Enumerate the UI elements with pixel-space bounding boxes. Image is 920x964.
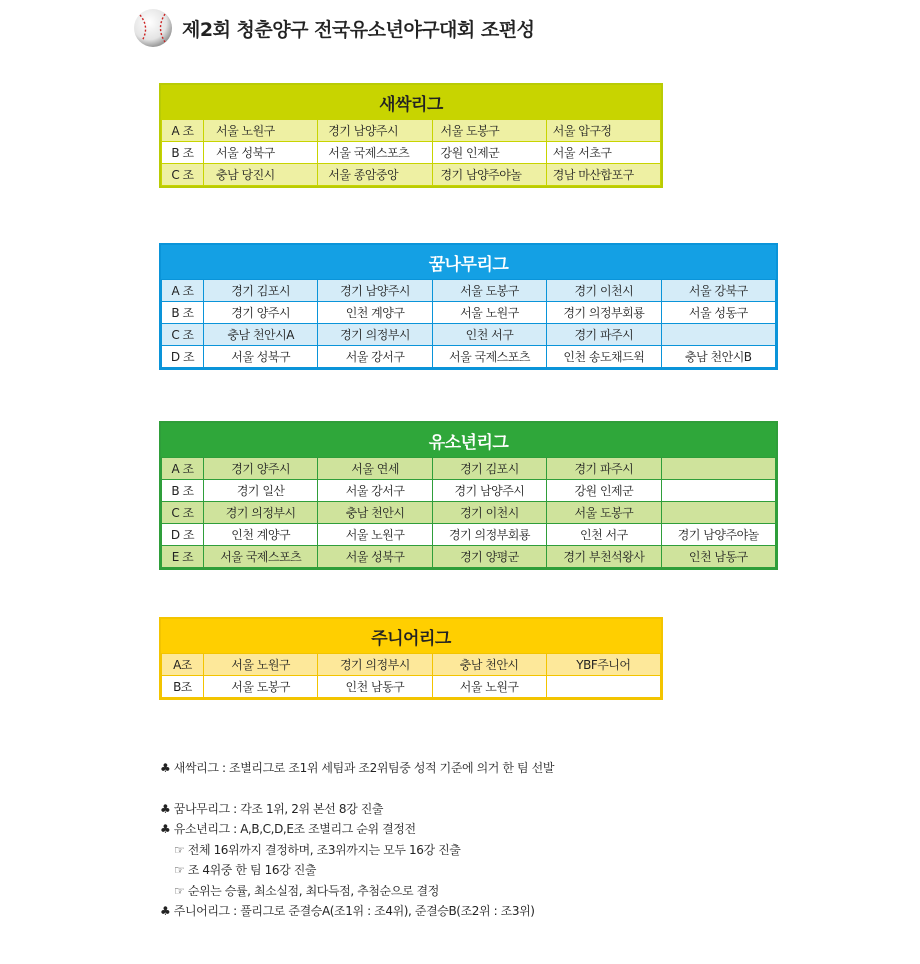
note-line: ♣ 새싹리그 : 조별리그로 조1위 세팀과 조2위팀중 성적 기준에 의거 한 팀 선발 (160, 761, 555, 775)
team-cell: 인천 계양구 (204, 524, 318, 546)
team-cell: YBF주니어 (546, 654, 660, 676)
team-cell: 경기 남양주시 (318, 280, 432, 302)
team-cell: 서울 강서구 (318, 480, 432, 502)
team-cell: 경기 파주시 (547, 458, 661, 480)
team-cell: 서울 국제스포츠 (318, 142, 432, 164)
league-dream (159, 243, 778, 370)
table-row (162, 346, 776, 368)
team-cell: 인천 남동구 (661, 546, 775, 568)
team-cell: 경기 이천시 (547, 280, 661, 302)
group-table (161, 457, 776, 568)
team-cell: 경기 김포시 (204, 280, 318, 302)
team-cell: 경기 의정부시 (318, 654, 432, 676)
team-cell: 경기 의정부시 (204, 502, 318, 524)
team-cell: 충남 천안시 (318, 502, 432, 524)
group-label: A 조 (162, 120, 204, 142)
team-cell: 경기 일산 (204, 480, 318, 502)
group-label: A 조 (162, 280, 204, 302)
team-cell: 서울 국제스포츠 (204, 546, 318, 568)
table-row (162, 502, 776, 524)
team-cell: 서울 도봉구 (547, 502, 661, 524)
league-title: 꿈나무리그 (161, 245, 776, 279)
note-subline: ☞ 전체 16위까지 결정하며, 조3위까지는 모두 16강 진출 (174, 842, 461, 857)
team-cell: 인천 서구 (432, 324, 546, 346)
team-cell: 인천 송도채드윅 (547, 346, 661, 368)
league-title: 새싹리그 (161, 85, 661, 119)
table-row (162, 458, 776, 480)
team-cell: 서울 강서구 (318, 346, 432, 368)
team-cell: 충남 천안시 (432, 654, 546, 676)
team-cell: 서울 성동구 (661, 302, 775, 324)
table-row (162, 480, 776, 502)
team-cell: 서울 성북구 (204, 346, 318, 368)
note-line: ♣ 꿈나무리그 : 각조 1위, 2위 본선 8강 진출 (160, 801, 384, 816)
team-cell: 서울 노원구 (432, 302, 546, 324)
table-row (162, 324, 776, 346)
group-label: C 조 (162, 324, 204, 346)
team-cell: 서울 연세 (318, 458, 432, 480)
group-label: A 조 (162, 458, 204, 480)
team-cell: 서울 성북구 (204, 142, 318, 164)
group-label: B조 (162, 676, 204, 698)
team-cell: 서울 성북구 (318, 546, 432, 568)
group-label: D 조 (162, 346, 204, 368)
note-subline: ☞ 조 4위중 한 팀 16강 진출 (174, 863, 317, 877)
team-cell: 서울 노원구 (432, 676, 546, 698)
team-cell: 경기 남양주시 (432, 480, 546, 502)
team-cell (661, 324, 775, 346)
table-row (162, 302, 776, 324)
team-cell: 서울 강북구 (661, 280, 775, 302)
team-cell: 충남 천안시A (204, 324, 318, 346)
table-row (162, 676, 661, 698)
team-cell: 경기 양주시 (204, 458, 318, 480)
group-label: E 조 (162, 546, 204, 568)
notes-section (160, 758, 554, 922)
title-area (132, 6, 534, 50)
team-cell: 서울 종암중앙 (318, 164, 432, 186)
team-cell: 서울 노원구 (318, 524, 432, 546)
team-cell: 강원 인제군 (432, 142, 546, 164)
team-cell (661, 458, 775, 480)
group-table (161, 653, 661, 698)
team-cell: 서울 서초구 (546, 142, 660, 164)
team-cell: 서울 국제스포츠 (432, 346, 546, 368)
team-cell: 충남 천안시B (661, 346, 775, 368)
page-title: 제2회 청춘양구 전국유소년야구대회 조편성 (182, 18, 535, 41)
group-label: B 조 (162, 480, 204, 502)
team-cell: 강원 인제군 (547, 480, 661, 502)
team-cell: 경기 부천석왕사 (547, 546, 661, 568)
table-row (162, 654, 661, 676)
note-subline: ☞ 순위는 승률, 최소실점, 최다득점, 추첨순으로 결정 (174, 883, 439, 898)
league-youth (159, 421, 778, 570)
team-cell (661, 502, 775, 524)
group-table (161, 119, 661, 186)
team-cell (661, 480, 775, 502)
team-cell: 경기 남양주시 (318, 120, 432, 142)
league-title: 주니어리그 (161, 619, 661, 653)
group-label: C 조 (162, 502, 204, 524)
table-row (162, 120, 661, 142)
team-cell: 서울 노원구 (204, 120, 318, 142)
table-row (162, 280, 776, 302)
team-cell: 경남 마산합포구 (546, 164, 660, 186)
table-row (162, 164, 661, 186)
table-row (162, 546, 776, 568)
team-cell: 인천 계양구 (318, 302, 432, 324)
team-cell: 경기 의정부회룡 (547, 302, 661, 324)
team-cell: 경기 양주시 (204, 302, 318, 324)
team-cell: 서울 도봉구 (432, 280, 546, 302)
note-line: ♣ 유소년리그 : A,B,C,D,E조 조별리그 순위 결정전 (160, 822, 416, 836)
team-cell: 경기 파주시 (547, 324, 661, 346)
team-cell: 인천 서구 (547, 524, 661, 546)
group-label: B 조 (162, 142, 204, 164)
group-label: C 조 (162, 164, 204, 186)
baseball-icon (132, 7, 174, 49)
group-label: B 조 (162, 302, 204, 324)
team-cell: 경기 양평군 (432, 546, 546, 568)
group-table (161, 279, 776, 368)
team-cell: 경기 남양주야놀 (661, 524, 775, 546)
table-row (162, 142, 661, 164)
note-line: ♣ 주니어리그 : 풀리그로 준결승A(조1위 : 조4위), 준결승B(조2위 : 조3위) (160, 904, 535, 918)
team-cell: 경기 의정부시 (318, 324, 432, 346)
team-cell: 경기 남양주야놀 (432, 164, 546, 186)
team-cell: 서울 노원구 (204, 654, 318, 676)
team-cell: 충남 당진시 (204, 164, 318, 186)
team-cell: 경기 이천시 (432, 502, 546, 524)
team-cell: 경기 김포시 (432, 458, 546, 480)
league-junior (159, 617, 663, 700)
team-cell: 서울 도봉구 (204, 676, 318, 698)
league-title: 유소년리그 (161, 423, 776, 457)
table-row (162, 524, 776, 546)
team-cell (546, 676, 660, 698)
team-cell: 인천 남동구 (318, 676, 432, 698)
league-sprout (159, 83, 663, 188)
group-label: D 조 (162, 524, 204, 546)
group-label: A조 (162, 654, 204, 676)
team-cell: 경기 의정부회룡 (432, 524, 546, 546)
team-cell: 서울 도봉구 (432, 120, 546, 142)
team-cell: 서울 압구정 (546, 120, 660, 142)
